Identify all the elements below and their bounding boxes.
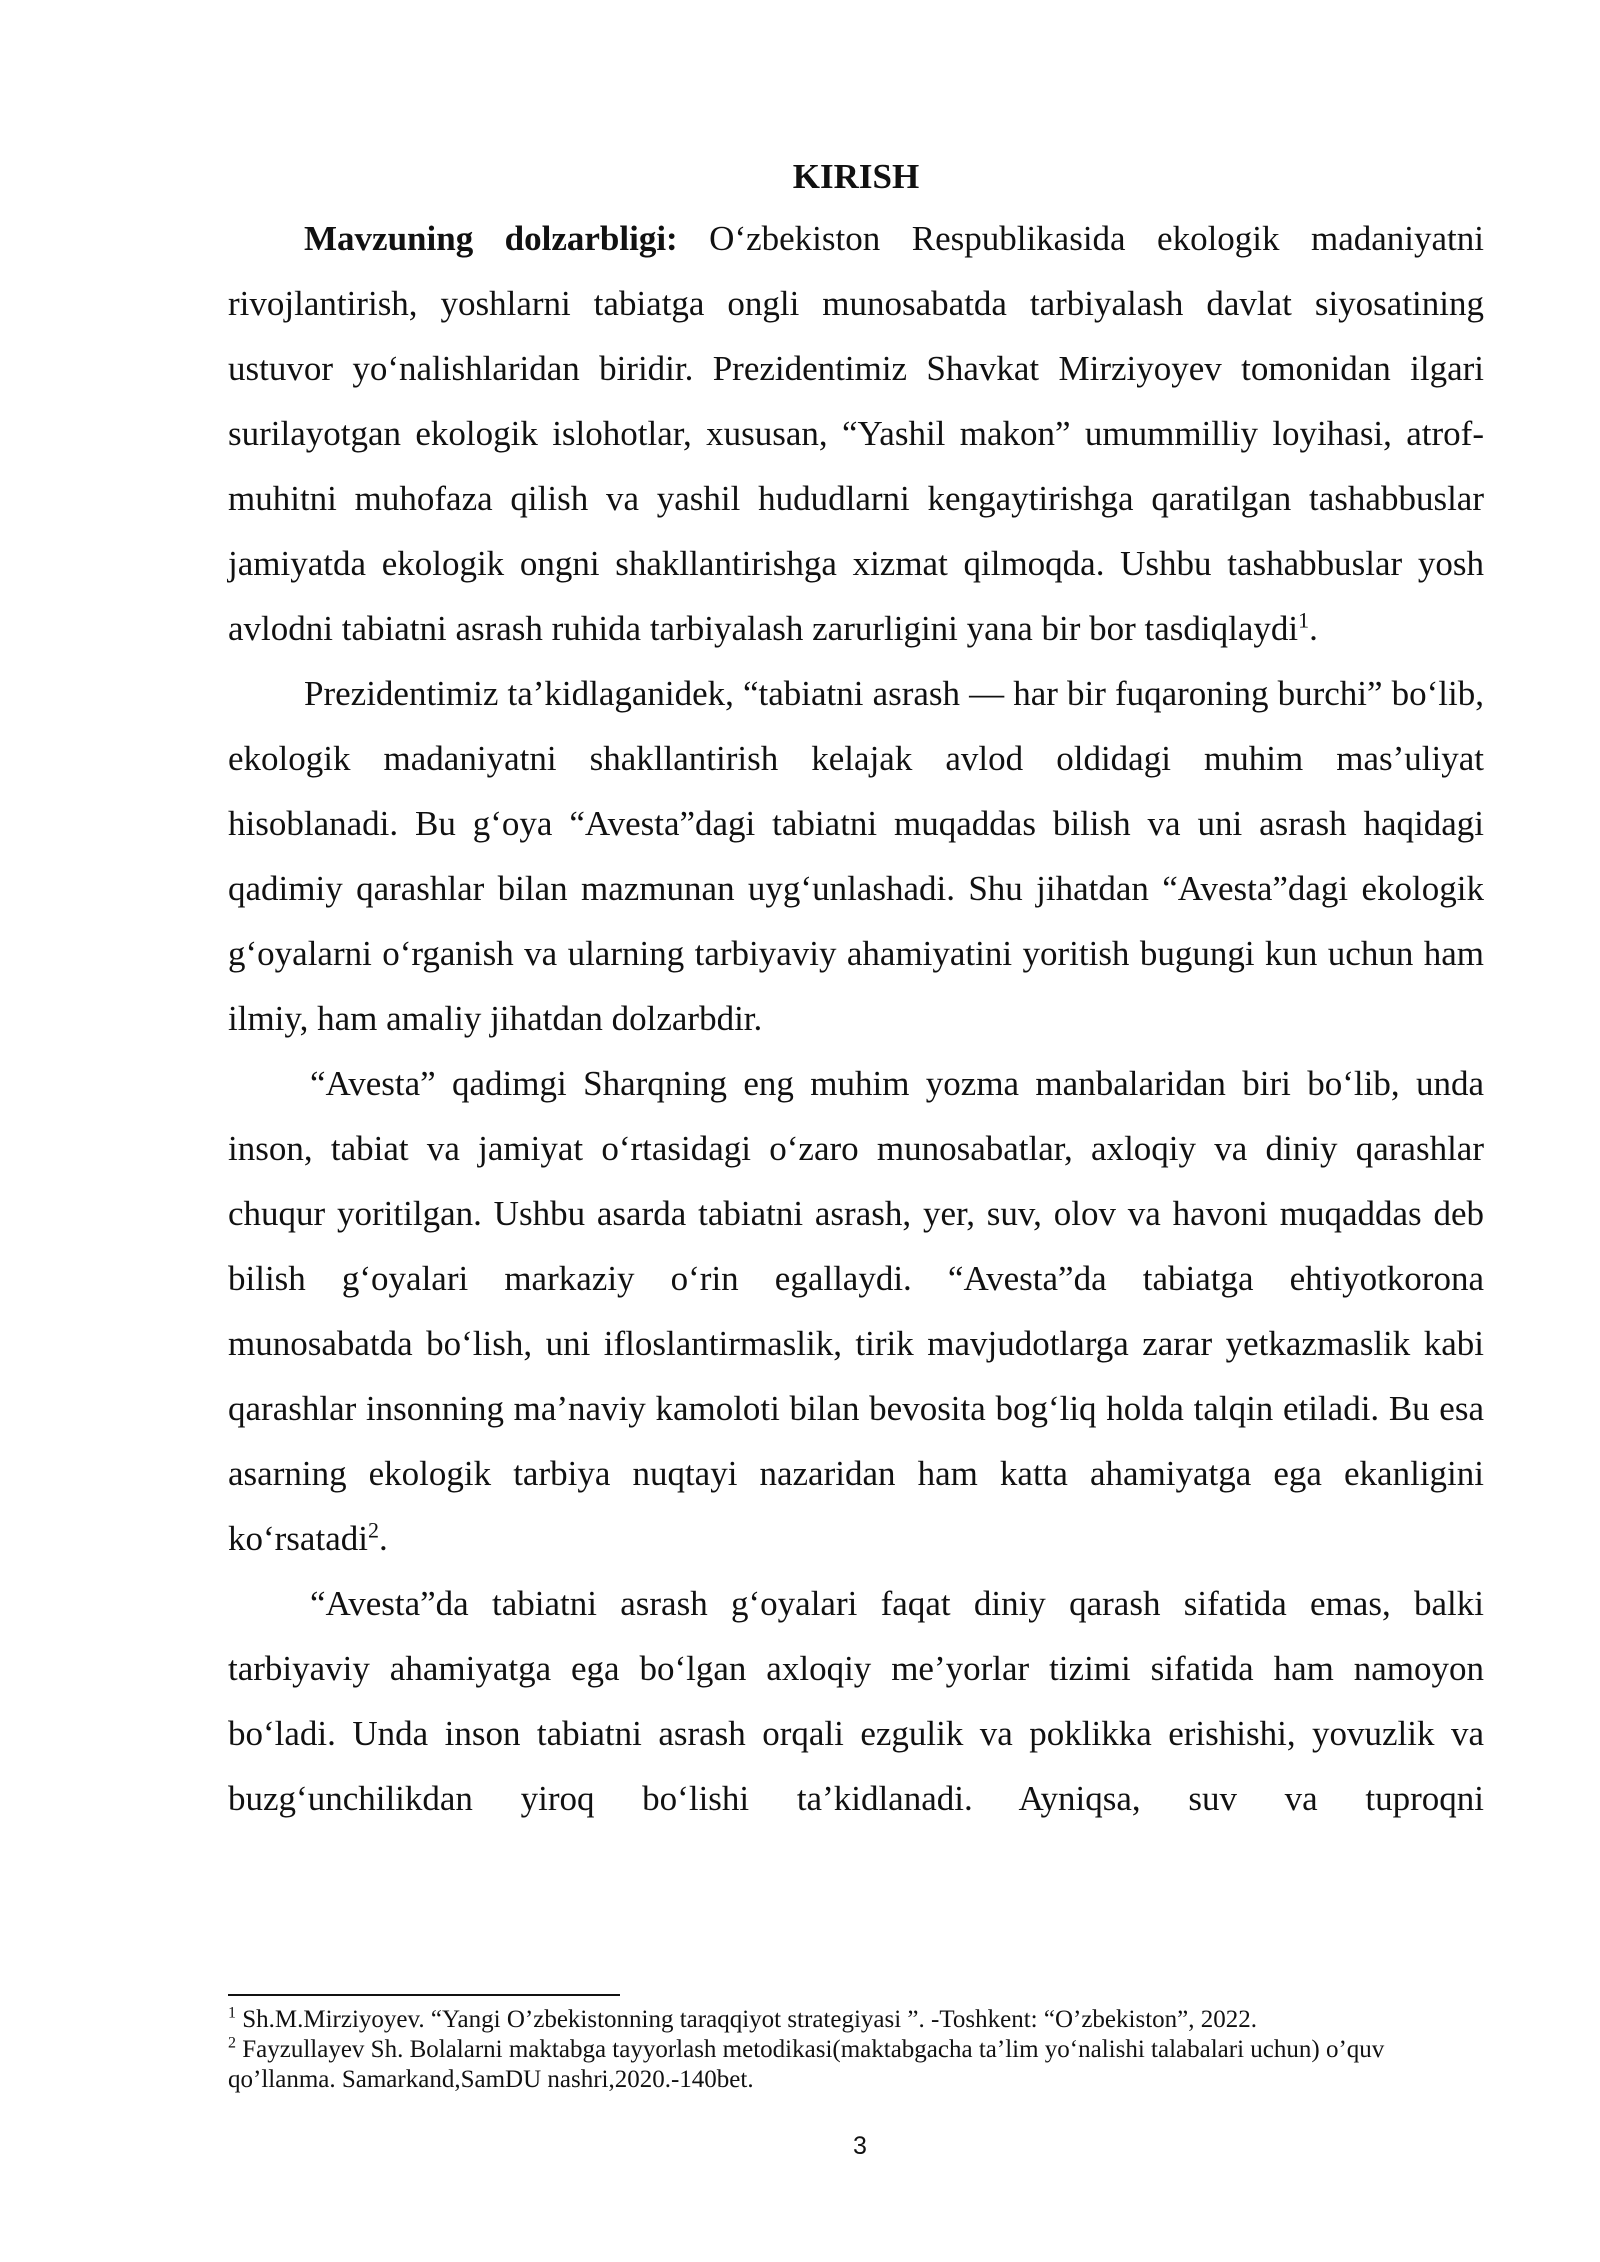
paragraph-end: . [378,1519,388,1558]
paragraph-avesta-ideas [228,1571,1484,1831]
footnote-ref-2[interactable]: 2 [367,1517,379,1543]
paragraph-relevance [228,206,1484,661]
page-number: 3 [853,2132,867,2160]
footnote-2 [228,2035,1484,2095]
paragraph-avesta-source [228,1051,1484,1571]
footnote-marker: 2 [228,2034,236,2052]
footnote-marker: 1 [228,2004,236,2022]
paragraph-text: O‘zbekiston Respublikasida ekologik madaniyatni rivojlantirish, yoshlarni tabiatga ongli munosabatda tarbiyalash davlat siyosatining ustuvor yo‘nalishlaridan biridir. Prezidentimiz Shavkat Mirziyoyev tomonidan ilgari surilayotgan ekologik islohotlar, xususan, “Yashil makon” umummilliy loyihasi, atrof-muhitni muhofaza qilish va yashil hududlarni kengaytirishga qaratilgan tashabbuslar jamiyatda ekologik ongni shakllantirishga xizmat qilmoqda. Ushbu tashabbuslar yosh avlodni tabiatni asrash ruhida tarbiyalash zarurligini yana bir bor tasdiqlaydi [228,219,1484,648]
section-title: KIRISH [792,157,920,196]
footnote-ref-1[interactable]: 1 [1298,607,1310,633]
paragraph-text: “Avesta”da tabiatni asrash g‘oyalari faqat diniy qarash sifatida emas, balki tarbiyaviy ahamiyatga ega bo‘lgan axloqiy me’yorlar tizimi sifatida ham namoyon bo‘ladi. Unda inson tabiatni asrash orqali ezgulik va poklikka erishishi, yovuzlik va buzg‘unchilikdan yiroq bo‘lishi ta’kidlanadi. Ayniqsa, suv va tuproqni [228,1584,1484,1818]
footnote-1 [228,2005,1484,2035]
footnote-separator [228,1994,620,1996]
footnotes [228,2005,1484,2095]
paragraph-text: “Avesta” qadimgi Sharqning eng muhim yozma manbalaridan biri bo‘lib, unda inson, tabiat va jamiyat o‘rtasidagi o‘zaro munosabatlar, axloqiy va diniy qarashlar chuqur yoritilgan. Ushbu asarda tabiatni asrash, yer, suv, olov va havoni muqaddas deb bilish g‘oyalari markaziy o‘rin egallaydi. “Avesta”da tabiatga ehtiyotkorona munosabatda bo‘lish, uni ifloslantirmaslik, tirik mavjudotlarga zarar yetkazmaslik kabi qarashlar insonning ma’naviy kamoloti bilan bevosita bog‘liq holda talqin etiladi. Bu esa asarning ekologik tarbiya nuqtayi nazaridan ham katta ahamiyatga ega ekanligini ko‘rsatadi [228,1064,1484,1558]
footnote-text: Sh.M.Mirziyoyev. “Yangi O’zbekistonning taraqqiyot strategiyasi ”. -Toshkent: “O’zbekiston”, 2022. [236,2006,1257,2033]
paragraph-president-quote [228,661,1484,1051]
footnote-text: Fayzullayev Sh. Bolalarni maktabga tayyorlash metodikasi(maktabgacha ta’lim yo‘nalishi talabalari uchun) o’quv qo’llanma. Samarkand,SamDU nashri,2020.-140bet. [228,2036,1385,2093]
relevance-lead: Mavzuning dolzarbligi: [304,219,678,258]
paragraph-text: Prezidentimiz ta’kidlaganidek, “tabiatni asrash — har bir fuqaroning burchi” bo‘lib, ekologik madaniyatni shakllantirish kelajak avlod oldidagi muhim mas’uliyat hisoblanadi. Bu g‘oya “Avesta”dagi tabiatni muqaddas bilish va uni asrash haqidagi qadimiy qarashlar bilan mazmunan uyg‘unlashadi. Shu jihatdan “Avesta”dagi ekologik g‘oyalarni o‘rganish va ularning tarbiyaviy ahamiyatini yoritish bugungi kun uchun ham ilmiy, ham amaliy jihatdan dolzarbdir. [228,674,1484,1038]
paragraph-end: . [1309,609,1318,648]
body-text [228,148,1484,1831]
